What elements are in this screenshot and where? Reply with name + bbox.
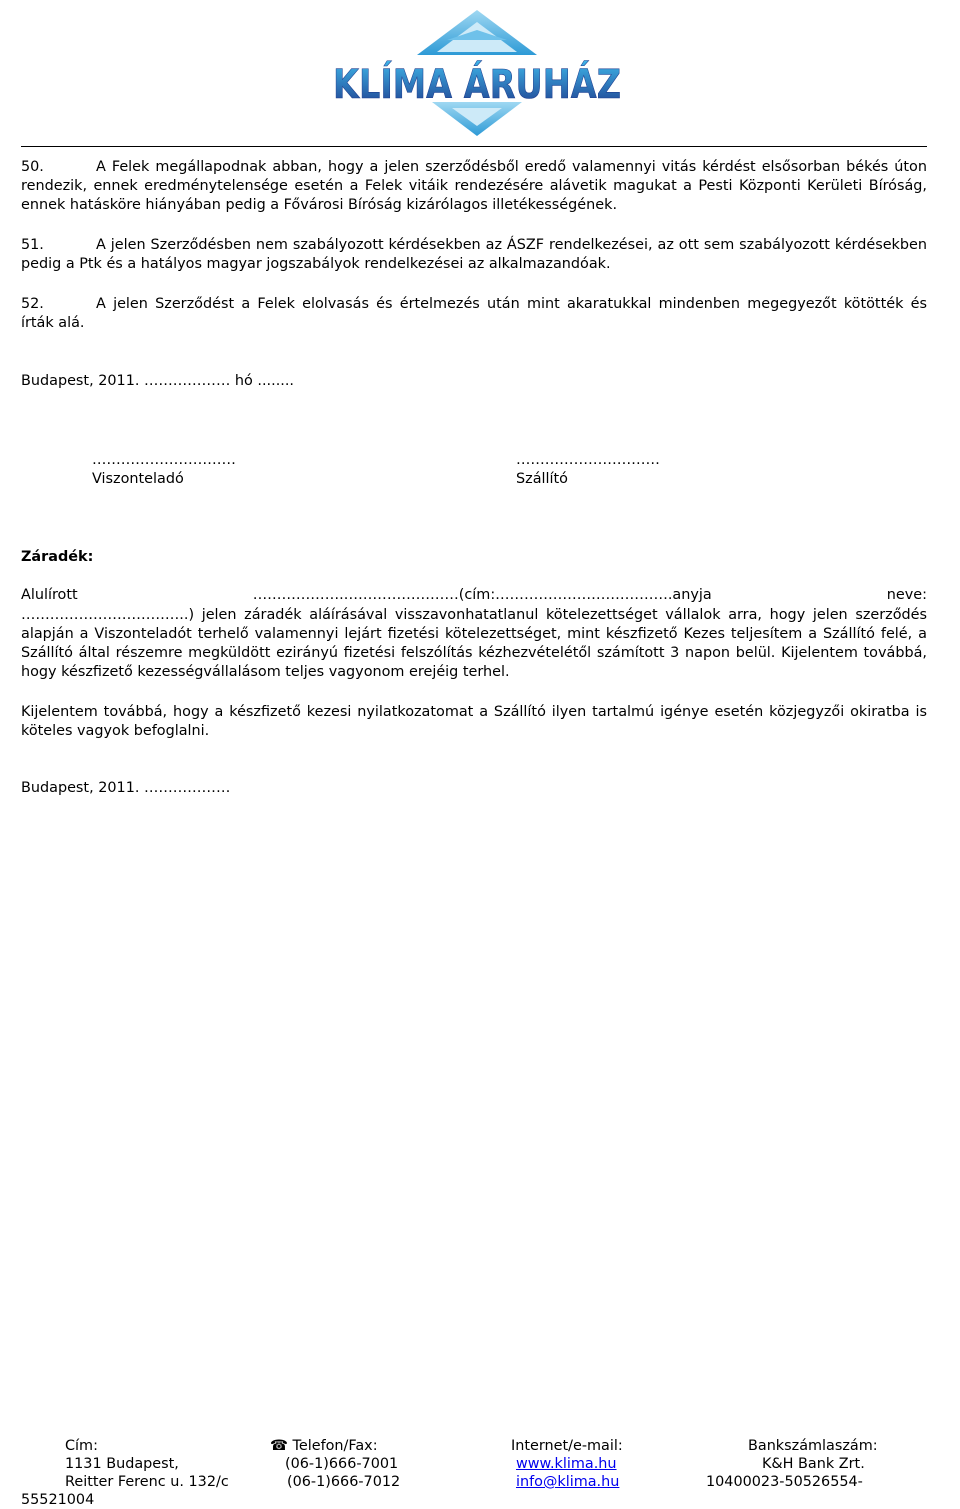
- clause-text: A jelen Szerződést a Felek elolvasás és értelmezés után mint akaratukkal mindenben megegyezőt kötötték és írták alá.: [21, 296, 927, 331]
- signature-label-reseller: Viszonteladó: [92, 471, 184, 487]
- clause-51: [21, 236, 927, 274]
- clause-number: 51.: [21, 237, 44, 253]
- signature-line-reseller: …………………………: [92, 452, 236, 468]
- footer-phone-line1: (06-1)666-7001: [285, 1456, 399, 1472]
- clause-text: A Felek megállapodnak abban, hogy a jelen szerződésből eredő valamennyi vitás kérdést elsősorban békés úton rendezik, ennek eredménytelensége esetén a Felek vitáik rendezésére alávetik magukat a Pesti Központi Kerületi Bíróság, ennek hatásköre hiányában pedig a Fővárosi Bíróság kizárólagos illetékességének.: [21, 159, 927, 213]
- footer-phone-title: Telefon/Fax:: [292, 1438, 378, 1454]
- footer-address-line2: Reitter Ferenc u. 132/c: [65, 1474, 229, 1490]
- closing-first-line: [21, 586, 927, 605]
- footer-account-continuation: 55521004: [21, 1492, 95, 1508]
- clause-text: A jelen Szerződésben nem szabályozott kérdésekben az ÁSZF rendelkezései, az ott sem szabályozott kérdésekben pedig a Ptk és a hatályos magyar jogszabályok rendelkezései az alkalmazandóak.: [21, 237, 927, 272]
- clause-50: [21, 158, 927, 215]
- footer-bank-title: Bankszámlaszám:: [748, 1438, 878, 1454]
- signing-date-line: Budapest, 2011. ……………… hó ........: [21, 373, 295, 389]
- signature-line-supplier: …………………………: [516, 452, 660, 468]
- footer-phone: [270, 1437, 400, 1491]
- clause-52: [21, 295, 927, 333]
- footer-address-line1: 1131 Budapest,: [65, 1456, 179, 1472]
- closing-part-undersigned: Alulírott: [21, 587, 78, 603]
- clause-number: 50.: [21, 159, 44, 175]
- closing-part-name: neve:: [886, 587, 927, 603]
- footer-web-title: Internet/e-mail:: [511, 1438, 623, 1454]
- footer-web: [511, 1437, 623, 1491]
- signature-label-supplier: Szállító: [516, 471, 568, 487]
- footer-bank-account: 10400023-50526554-: [706, 1474, 863, 1490]
- footer-bank: [706, 1437, 878, 1491]
- clause-number: 52.: [21, 296, 44, 312]
- email-link[interactable]: info@klima.hu: [516, 1474, 620, 1490]
- footer-address-title: Cím:: [65, 1438, 98, 1454]
- company-logo: [327, 10, 677, 138]
- closing-paragraph-1: ……………………………..) jelen záradék aláírásával visszavonhatatlanul kötelezettséget vállalok arra, hogy jelen szerződés alapján a Viszonteladót terhelő valamennyi lejárt fizetési kötelezettséget, mint készfizető Kezes teljesítem a Szállító felé, a Szállító által részemre megküldött ezirányú fizetési felszólítás kézhezvételétől számított 3 napon belül. Kijelentem továbbá, hogy készfizető kezességvállalásom teljes vagyonom erejéig terhel.: [21, 607, 927, 680]
- header-divider: [21, 146, 927, 147]
- website-link[interactable]: www.klima.hu: [516, 1456, 617, 1472]
- closing-heading: Záradék:: [21, 549, 94, 565]
- footer-bank-name: K&H Bank Zrt.: [762, 1456, 865, 1472]
- phone-icon: ☎: [270, 1438, 288, 1454]
- closing-paragraph-2: Kijelentem továbbá, hogy a készfizető kezesi nyilatkozatomat a Szállító ilyen tartalmú igénye esetén közjegyzői okiratba is köteles vagyok befoglalni.: [21, 704, 927, 739]
- closing-date-line: Budapest, 2011. ………………: [21, 780, 231, 796]
- footer-address: [65, 1437, 229, 1491]
- footer-phone-line2: (06-1)666-7012: [287, 1474, 401, 1490]
- closing-part-address: ……………….……………………(cím:……………………………….anyja: [252, 587, 712, 603]
- logo-text: KLÍMA ÁRUHÁZ: [333, 62, 677, 108]
